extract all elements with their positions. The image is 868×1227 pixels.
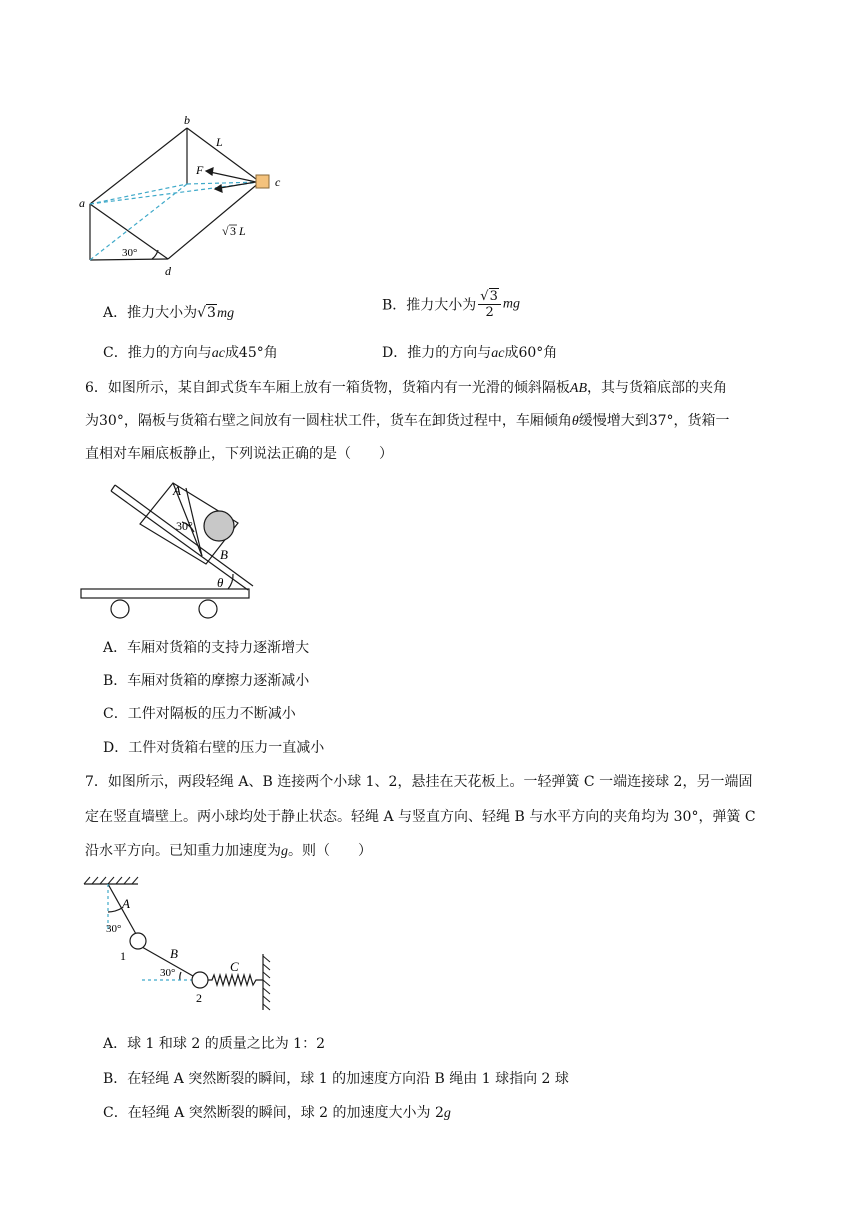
label-F: F: [196, 163, 204, 177]
label-A: A: [122, 896, 130, 911]
label-C: C: [230, 959, 239, 974]
label-a: a: [79, 196, 85, 210]
label-sqrt3L-arg: 3: [230, 224, 236, 238]
q6-stem-line1: 6．如图所示，某自卸式货车车厢上放有一箱货物，货箱内有一光滑的倾斜隔板AB，其与货箱底部的夹角: [85, 380, 728, 396]
label-1: 1: [120, 949, 126, 963]
q6-option-c: C．工件对隔板的压力不断减小: [103, 706, 296, 722]
label-d: d: [165, 264, 171, 278]
label-2: 2: [196, 991, 202, 1005]
label-angle-30: 30°: [176, 519, 193, 533]
label-angle-30: 30°: [122, 247, 138, 259]
label-sqrt3L-root: √: [222, 224, 229, 238]
q7-option-a: A．球 1 和球 2 的质量之比为 1：2: [103, 1036, 325, 1052]
dump-truck-figure: [78, 478, 263, 623]
q7-stem-line2: 定在竖直墙壁上。两小球均处于静止状态。轻绳 A 与竖直方向、轻绳 B 与水平方向的夹角均为 30°，弹簧 C: [85, 809, 756, 825]
label-angle-b: 30°: [160, 967, 176, 979]
label-angle-top: 30°: [106, 923, 122, 935]
label-A: A: [173, 483, 181, 498]
fraction-sqrt3-over-2: $\frac{√3}{2}$: [478, 290, 501, 319]
label-c: c: [275, 175, 281, 189]
inclined-plane-figure: [70, 110, 300, 280]
q5-option-a: A．推力大小为√3mg: [103, 305, 235, 321]
q6-option-d: D．工件对货箱右壁的压力一直减小: [103, 740, 325, 756]
label-theta: θ: [217, 575, 224, 590]
q6-stem-line2: 为30°，隔板与货箱右壁之间放有一圆柱状工件，货车在卸货过程中，车厢倾角θ缓慢增大到37°，货箱一: [85, 413, 730, 429]
q6-option-a: A．车厢对货箱的支持力逐渐增大: [103, 640, 310, 656]
label-L: L: [216, 135, 223, 149]
q7-stem-line1: 7．如图所示，两段轻绳 A、B 连接两个小球 1、2，悬挂在天花板上。一轻弹簧 C 一端连接球 2，另一端固: [85, 774, 753, 790]
q5-option-b: B．推力大小为 $\frac{√3}{2}$ mg: [382, 289, 520, 320]
q5-option-d: D．推力的方向与ac成60°角: [382, 345, 558, 361]
q7-option-c: C．在轻绳 A 突然断裂的瞬间，球 2 的加速度大小为 2g: [103, 1105, 451, 1121]
label-sqrt3L-var: L: [239, 224, 246, 238]
q6-stem-line3: 直相对车厢底板静止，下列说法正确的是（ ）: [85, 446, 393, 462]
q7-stem-line3: 沿水平方向。已知重力加速度为g。则（ ）: [85, 843, 372, 859]
q5-option-c: C．推力的方向与ac成45°角: [103, 345, 278, 361]
label-b: b: [184, 113, 190, 127]
label-B: B: [170, 946, 178, 961]
label-B: B: [220, 547, 228, 562]
hanging-balls-figure: [80, 872, 280, 1012]
q7-option-b: B．在轻绳 A 突然断裂的瞬间，球 1 的加速度方向沿 B 绳由 1 球指向 2 球: [103, 1071, 569, 1087]
q6-option-b: B．车厢对货箱的摩擦力逐渐减小: [103, 673, 310, 689]
